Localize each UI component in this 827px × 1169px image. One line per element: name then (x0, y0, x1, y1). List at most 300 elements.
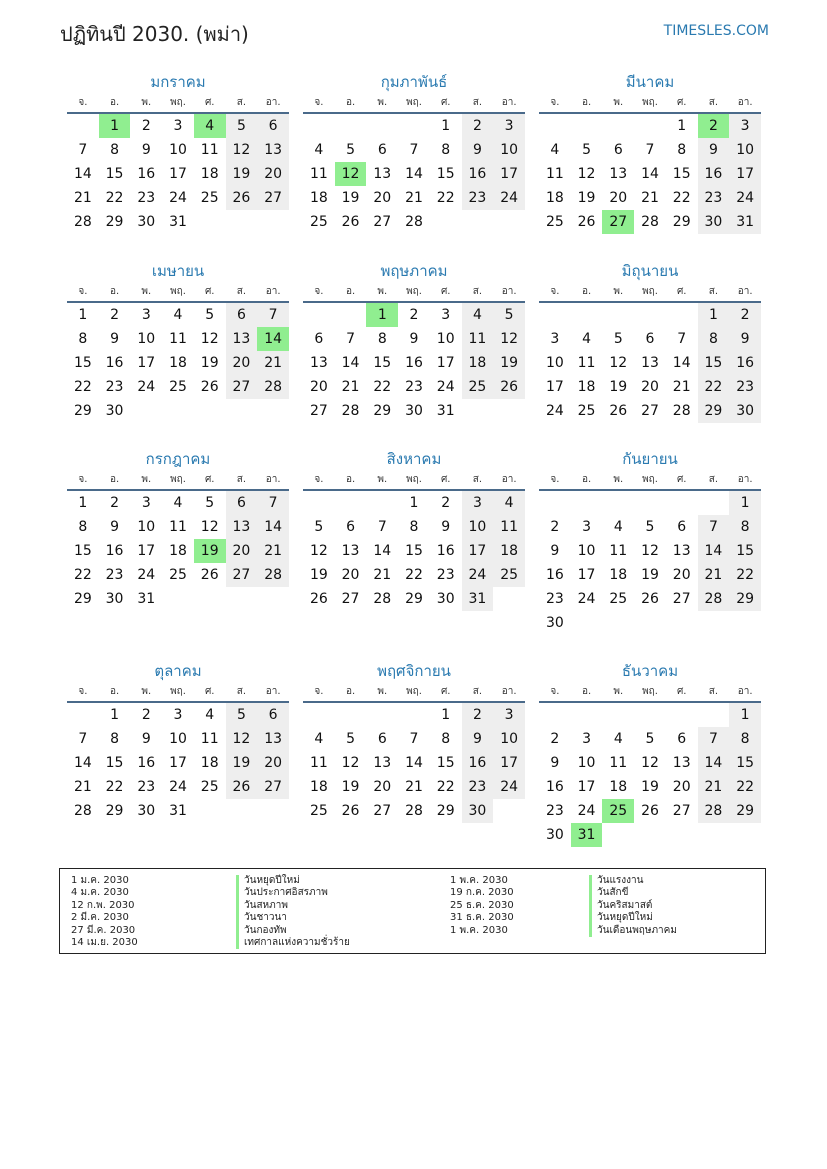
day-cell: 19 (226, 162, 258, 186)
weekday-label: อ. (345, 97, 356, 108)
day-cell: 1 (698, 303, 730, 327)
day-cell: 7 (409, 731, 419, 747)
day-cell: 26 (309, 591, 328, 607)
day-cell: 3 (493, 114, 525, 138)
day-cell: 9 (462, 138, 494, 162)
day-cell: 17 (493, 751, 525, 775)
weekday-label: จ. (78, 686, 88, 697)
day-cell: 20 (309, 379, 328, 395)
weekday-label: อ. (109, 286, 120, 297)
holiday-date: 1 พ.ค. 2030 (450, 875, 508, 886)
day-cell: 4 (314, 731, 324, 747)
day-cell: 25 (602, 799, 634, 823)
day-cell: 12 (226, 727, 258, 751)
day-cell: 24 (545, 403, 564, 419)
day-cell: 7 (645, 142, 655, 158)
day-cell: 11 (609, 543, 628, 559)
day-cell: 10 (577, 755, 596, 771)
weekday-label: พฤ. (406, 97, 422, 108)
empty-cell (666, 303, 698, 327)
day-cell: 5 (493, 303, 525, 327)
day-cell: 28 (698, 799, 730, 823)
day-cell: 23 (462, 775, 494, 799)
weekday-label: ศ. (676, 286, 687, 297)
weekday-label: พฤ. (170, 97, 186, 108)
day-cell: 8 (78, 519, 88, 535)
weekday-label: ศ. (440, 474, 451, 485)
day-grid (67, 703, 289, 823)
day-cell: 3 (141, 495, 151, 511)
day-cell: 30 (545, 615, 564, 631)
day-cell: 11 (309, 166, 328, 182)
site-link[interactable]: TIMESLES.COM (663, 23, 769, 39)
day-cell: 25 (577, 403, 596, 419)
day-cell: 11 (169, 331, 187, 347)
day-cell: 14 (73, 755, 92, 771)
day-cell: 12 (200, 331, 219, 347)
weekday-label: ส. (708, 286, 719, 297)
empty-cell (303, 491, 335, 515)
day-cell: 27 (257, 186, 289, 210)
weekday-label: ส. (236, 286, 247, 297)
weekday-label: ส. (472, 474, 483, 485)
day-cell: 25 (200, 779, 219, 795)
day-cell: 11 (577, 355, 596, 371)
day-cell: 8 (729, 515, 761, 539)
weekday-header (67, 683, 289, 703)
day-cell: 10 (462, 515, 494, 539)
weekday-header (67, 283, 289, 303)
day-cell: 11 (309, 755, 328, 771)
day-cell: 24 (436, 379, 455, 395)
holiday-list (59, 868, 766, 954)
day-cell: 26 (226, 775, 258, 799)
weekday-label: อ. (109, 686, 120, 697)
weekday-label: ศ. (204, 686, 215, 697)
day-cell: 29 (105, 214, 124, 230)
day-cell: 29 (436, 803, 455, 819)
day-cell: 24 (169, 190, 187, 206)
day-cell: 5 (205, 495, 215, 511)
weekday-label: ศ. (204, 97, 215, 108)
day-cell: 21 (73, 190, 92, 206)
day-cell: 28 (257, 375, 289, 399)
weekday-label: จ. (550, 474, 560, 485)
weekday-label: ส. (472, 97, 483, 108)
day-cell: 5 (346, 731, 356, 747)
holiday-name: วันประกาศอิสรภาพ (236, 887, 350, 899)
day-cell: 24 (493, 775, 525, 799)
day-cell: 15 (373, 355, 392, 371)
weekday-label: อา. (737, 97, 753, 108)
day-cell: 27 (602, 210, 634, 234)
day-cell: 23 (436, 567, 455, 583)
weekday-label: อา. (265, 686, 281, 697)
day-cell: 17 (577, 779, 596, 795)
empty-cell (571, 114, 603, 138)
month-name: ตุลาคม (154, 662, 202, 680)
day-cell: 18 (309, 190, 328, 206)
holiday-dates-right (450, 875, 514, 937)
day-cell: 27 (226, 563, 258, 587)
day-cell: 17 (137, 355, 156, 371)
weekday-label: พ. (613, 686, 624, 697)
day-cell: 26 (609, 403, 628, 419)
day-cell: 22 (436, 190, 455, 206)
weekday-header (67, 94, 289, 114)
day-cell: 27 (641, 403, 659, 419)
month-name: พฤศจิกายน (377, 662, 451, 680)
day-cell: 3 (141, 307, 151, 323)
day-cell: 10 (577, 543, 596, 559)
day-cell: 13 (257, 138, 289, 162)
day-cell: 9 (462, 727, 494, 751)
day-cell: 15 (105, 166, 124, 182)
month-name: สิงหาคม (386, 450, 442, 468)
day-cell: 4 (314, 142, 324, 158)
day-cell: 3 (173, 707, 183, 723)
day-cell: 17 (462, 539, 494, 563)
day-cell: 1 (409, 495, 419, 511)
day-cell: 26 (200, 379, 219, 395)
day-cell: 16 (462, 162, 494, 186)
month-name: เมษายน (151, 262, 205, 280)
day-cell: 17 (137, 543, 156, 559)
day-cell: 11 (200, 731, 219, 747)
weekday-label: พ. (141, 97, 152, 108)
day-cell: 5 (314, 519, 324, 535)
day-cell: 19 (641, 567, 659, 583)
day-cell: 11 (200, 142, 219, 158)
day-cell: 5 (645, 731, 655, 747)
holiday-dates-left (71, 875, 138, 949)
day-cell: 18 (609, 567, 628, 583)
day-cell: 20 (373, 190, 392, 206)
day-cell: 31 (169, 214, 187, 230)
day-cell: 21 (405, 779, 423, 795)
day-cell: 27 (672, 803, 691, 819)
day-cell: 18 (577, 379, 596, 395)
day-cell: 25 (493, 563, 525, 587)
weekday-label: พฤ. (642, 97, 658, 108)
day-cell: 16 (436, 543, 455, 559)
day-cell: 12 (335, 162, 367, 186)
day-cell: 28 (698, 587, 730, 611)
day-cell: 3 (173, 118, 183, 134)
page-title: ปฏิทินปี 2030. (พม่า) (60, 22, 249, 46)
empty-cell (666, 703, 698, 727)
weekday-label: ศ. (204, 286, 215, 297)
day-cell: 4 (582, 331, 592, 347)
day-cell: 30 (137, 803, 156, 819)
day-cell: 23 (105, 567, 124, 583)
day-cell: 22 (105, 190, 124, 206)
weekday-label: จ. (78, 286, 88, 297)
day-cell: 4 (462, 303, 494, 327)
month-block (303, 659, 525, 823)
empty-cell (634, 491, 666, 515)
weekday-label: ส. (236, 97, 247, 108)
empty-cell (398, 703, 430, 727)
day-grid (303, 303, 525, 423)
weekday-label: อ. (581, 474, 592, 485)
day-cell: 4 (493, 491, 525, 515)
day-grid (303, 114, 525, 234)
weekday-label: พ. (613, 474, 624, 485)
day-cell: 19 (341, 190, 360, 206)
day-cell: 4 (205, 707, 215, 723)
empty-cell (571, 491, 603, 515)
day-cell: 6 (314, 331, 324, 347)
day-cell: 29 (73, 403, 92, 419)
day-cell: 19 (341, 779, 360, 795)
day-cell: 19 (609, 379, 628, 395)
holiday-date: 2 มี.ค. 2030 (71, 912, 129, 924)
day-cell: 15 (73, 543, 92, 559)
day-cell: 9 (441, 519, 451, 535)
day-cell: 7 (257, 491, 289, 515)
weekday-label: ศ. (440, 97, 451, 108)
day-cell: 15 (729, 539, 761, 563)
holiday-name: วันหยุดปีใหม่ (236, 875, 350, 887)
day-cell: 9 (729, 327, 761, 351)
weekday-label: พฤ. (406, 474, 422, 485)
empty-cell (602, 303, 634, 327)
day-cell: 20 (373, 779, 392, 795)
day-cell: 24 (137, 567, 156, 583)
day-cell: 22 (729, 563, 761, 587)
weekday-label: ส. (472, 286, 483, 297)
day-cell: 15 (436, 166, 455, 182)
day-cell: 7 (377, 519, 387, 535)
day-cell: 20 (226, 539, 258, 563)
day-cell: 10 (137, 519, 156, 535)
day-grid (539, 303, 761, 423)
weekday-label: อ. (345, 286, 356, 297)
weekday-label: จ. (314, 97, 324, 108)
day-cell: 23 (405, 379, 423, 395)
day-cell: 10 (169, 731, 187, 747)
day-cell: 25 (545, 214, 564, 230)
day-cell: 21 (641, 190, 659, 206)
day-cell: 24 (577, 591, 596, 607)
day-cell: 15 (405, 543, 423, 559)
empty-cell (303, 303, 335, 327)
weekday-label: ศ. (676, 686, 687, 697)
day-cell: 1 (729, 703, 761, 727)
day-cell: 27 (672, 591, 691, 607)
day-cell: 21 (672, 379, 691, 395)
weekday-label: พฤ. (642, 474, 658, 485)
month-name: มิถุนายน (621, 262, 679, 280)
holiday-name: วันเดือนพฤษภาคม (589, 925, 677, 937)
holiday-date: 12 ก.พ. 2030 (71, 899, 135, 911)
day-cell: 31 (462, 587, 494, 611)
empty-cell (698, 491, 730, 515)
weekday-header (303, 683, 525, 703)
day-cell: 5 (645, 519, 655, 535)
day-cell: 14 (698, 751, 730, 775)
weekday-label: พฤ. (642, 686, 658, 697)
day-cell: 26 (641, 803, 659, 819)
day-cell: 1 (78, 495, 88, 511)
holiday-date: 25 ธ.ค. 2030 (450, 899, 514, 911)
day-cell: 7 (257, 303, 289, 327)
day-cell: 16 (545, 567, 564, 583)
day-cell: 25 (609, 591, 628, 607)
month-block (539, 259, 761, 423)
day-cell: 27 (341, 591, 360, 607)
day-cell: 30 (137, 214, 156, 230)
day-cell: 9 (698, 138, 730, 162)
day-cell: 12 (200, 519, 219, 535)
weekday-label: ศ. (204, 474, 215, 485)
day-cell: 3 (493, 703, 525, 727)
weekday-header (539, 283, 761, 303)
day-cell: 28 (341, 403, 360, 419)
day-cell: 14 (405, 755, 423, 771)
day-cell: 8 (698, 327, 730, 351)
day-cell: 30 (729, 399, 761, 423)
empty-cell (335, 491, 367, 515)
day-cell: 21 (257, 539, 289, 563)
day-cell: 22 (73, 567, 92, 583)
holiday-name: วันแรงงาน (589, 875, 677, 887)
day-cell: 20 (672, 779, 691, 795)
day-cell: 23 (698, 186, 730, 210)
weekday-label: อา. (737, 474, 753, 485)
day-cell: 13 (373, 166, 392, 182)
empty-cell (366, 491, 398, 515)
day-cell: 7 (677, 331, 687, 347)
day-cell: 9 (141, 142, 151, 158)
day-cell: 17 (169, 755, 187, 771)
day-cell: 30 (545, 827, 564, 843)
weekday-label: จ. (78, 97, 88, 108)
day-cell: 2 (462, 703, 494, 727)
holiday-date: 4 ม.ค. 2030 (71, 887, 129, 899)
weekday-label: ส. (472, 686, 483, 697)
day-grid (303, 491, 525, 611)
day-grid (539, 114, 761, 234)
day-cell: 11 (609, 755, 628, 771)
day-cell: 15 (698, 351, 730, 375)
day-cell: 24 (729, 186, 761, 210)
day-cell: 8 (677, 142, 687, 158)
day-cell: 23 (545, 591, 564, 607)
holiday-date: 31 ธ.ค. 2030 (450, 912, 514, 924)
day-cell: 20 (672, 567, 691, 583)
weekday-label: อา. (501, 97, 517, 108)
day-cell: 29 (105, 803, 124, 819)
weekday-label: ส. (236, 474, 247, 485)
day-cell: 26 (577, 214, 596, 230)
day-cell: 9 (110, 519, 120, 535)
day-cell: 5 (346, 142, 356, 158)
day-cell: 22 (373, 379, 392, 395)
day-cell: 31 (571, 823, 603, 847)
day-cell: 20 (609, 190, 628, 206)
holiday-name: เทศกาลแห่งความชั่วร้าย (236, 937, 350, 949)
day-cell: 24 (169, 779, 187, 795)
month-name: ธันวาคม (621, 662, 679, 680)
weekday-label: อ. (581, 286, 592, 297)
day-cell: 10 (137, 331, 156, 347)
weekday-header (539, 471, 761, 491)
day-cell: 24 (462, 563, 494, 587)
day-cell: 8 (729, 727, 761, 751)
day-cell: 14 (73, 166, 92, 182)
day-cell: 20 (257, 162, 289, 186)
month-block (67, 659, 289, 823)
month-block (539, 447, 761, 635)
month-name: กุมภาพันธ์ (380, 73, 448, 91)
day-cell: 8 (441, 142, 451, 158)
day-cell: 17 (545, 379, 564, 395)
day-cell: 13 (609, 166, 628, 182)
day-cell: 18 (493, 539, 525, 563)
day-cell: 21 (373, 567, 392, 583)
day-cell: 3 (441, 307, 451, 323)
day-cell: 23 (137, 190, 156, 206)
holiday-date: 1 พ.ค. 2030 (450, 924, 508, 936)
day-cell: 6 (377, 731, 387, 747)
empty-cell (67, 114, 99, 138)
day-cell: 30 (105, 591, 124, 607)
day-cell: 9 (110, 331, 120, 347)
day-cell: 6 (226, 303, 258, 327)
weekday-label: พ. (377, 97, 388, 108)
day-cell: 4 (194, 114, 226, 138)
month-block (303, 447, 525, 611)
day-cell: 2 (409, 307, 419, 323)
day-cell: 16 (405, 355, 423, 371)
month-block (303, 70, 525, 234)
day-cell: 31 (169, 803, 187, 819)
day-cell: 2 (550, 731, 560, 747)
day-cell: 1 (366, 303, 398, 327)
day-cell: 12 (309, 543, 328, 559)
day-cell: 14 (341, 355, 360, 371)
day-cell: 6 (226, 491, 258, 515)
day-cell: 18 (609, 779, 628, 795)
day-cell: 14 (405, 166, 423, 182)
weekday-label: อา. (737, 286, 753, 297)
day-cell: 1 (441, 707, 451, 723)
day-cell: 18 (462, 351, 494, 375)
weekday-label: พ. (613, 286, 624, 297)
weekday-header (539, 683, 761, 703)
day-cell: 11 (462, 327, 494, 351)
weekday-header (303, 94, 525, 114)
day-cell: 18 (200, 755, 219, 771)
day-cell: 6 (645, 331, 655, 347)
day-cell: 20 (341, 567, 360, 583)
empty-cell (602, 703, 634, 727)
day-cell: 12 (641, 543, 659, 559)
day-cell: 9 (409, 331, 419, 347)
month-name: กรกฎาคม (145, 450, 211, 468)
day-cell: 19 (226, 751, 258, 775)
month-name: มกราคม (150, 73, 206, 91)
weekday-label: ส. (708, 97, 719, 108)
month-block (539, 659, 761, 847)
weekday-label: พ. (141, 686, 152, 697)
weekday-label: อ. (345, 686, 356, 697)
day-cell: 19 (641, 779, 659, 795)
day-cell: 8 (377, 331, 387, 347)
day-cell: 3 (582, 519, 592, 535)
